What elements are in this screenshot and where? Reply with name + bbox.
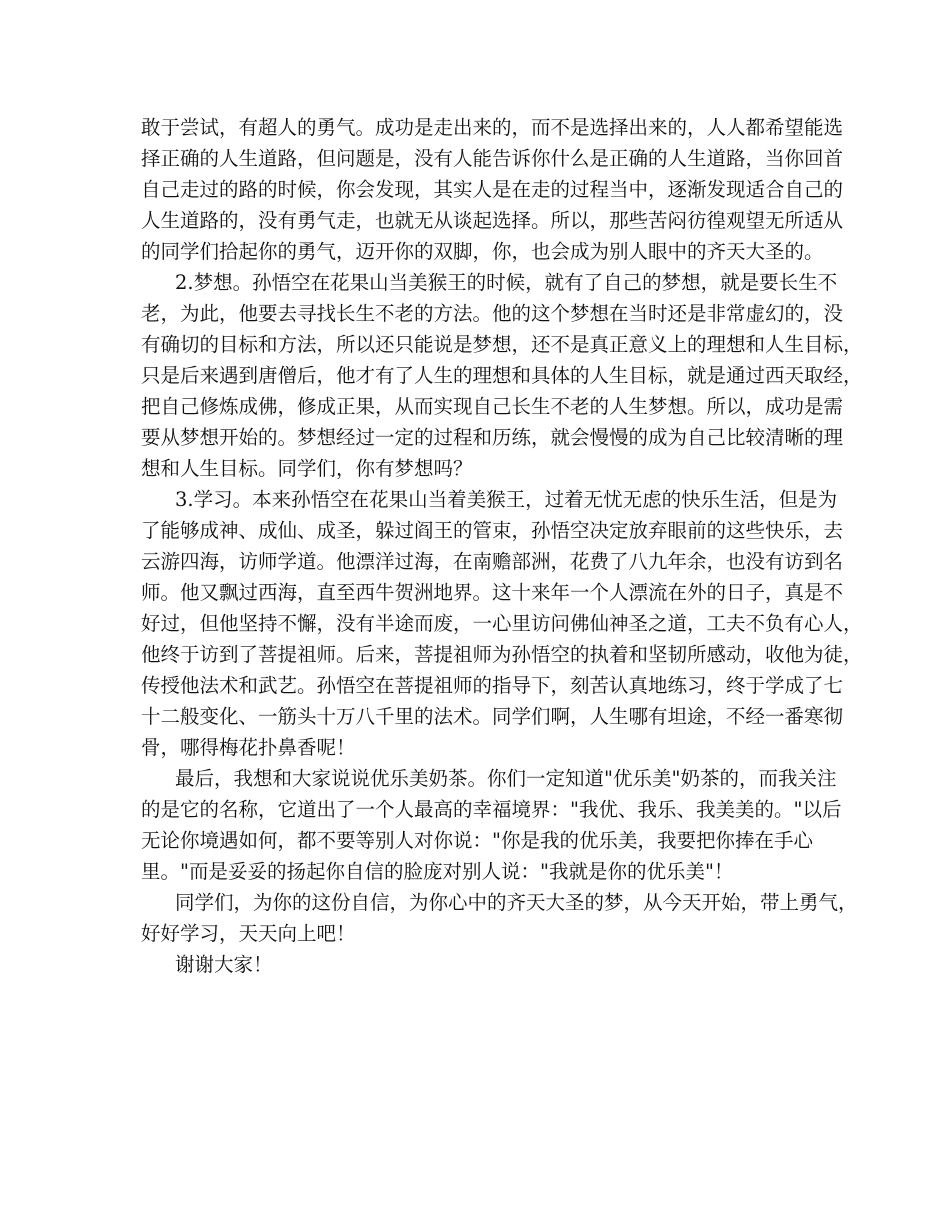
text-line: 了能够成神、成仙、成圣，躲过阎王的管束，孙悟空决定放弃眼前的这些快乐，去 [141,519,844,542]
text-line: 无论你境遇如何，都不要等别人对你说："你是我的优乐美，我要把你捧在手心 [141,829,813,852]
text-line: 好过，但他坚持不懈，没有半途而废，一心里访问佛仙神圣之道，工夫不负有心人， [141,612,863,635]
text-line: 他终于访到了菩提祖师。后来，菩提祖师为孙悟空的执着和坚韧所感动，收他为徒， [141,643,863,666]
text-line: 十二般变化、一筋头十万八千里的法术。同学们啊，人生哪有坦途，不经一番寒彻 [141,705,844,728]
text-line: 云游四海，访师学道。他漂洋过海，在南赡部洲，花费了八九年余，也没有访到名 [141,550,844,573]
text-line: 有确切的目标和方法，所以还只能说是梦想，还不是真正意义上的理想和人生目标， [141,333,863,356]
text-line: 传授他法术和武艺。孙悟空在菩提祖师的指导下，刻苦认真地练习，终于学成了七 [141,674,844,697]
text-line: 师。他又飘过西海，直至西牛贺洲地界。这十来年一个人漂流在外的日子，真是不 [141,581,844,604]
text-line: 好好学习，天天向上吧！ [141,922,356,945]
text-line: 想和人生目标。同学们，你有梦想吗？ [141,457,473,480]
text-line: 只是后来遇到唐僧后，他才有了人生的理想和具体的人生目标，就是通过西天取经， [141,364,863,387]
body-text [141,112,863,980]
text-line: 人生道路的，没有勇气走，也就无从谈起选择。所以，那些苦闷彷徨观望无所适从 [141,209,844,232]
text-line: 同学们，为你的这份自信，为你心中的齐天大圣的梦，从今天开始，带上勇气， [175,891,858,914]
text-line: 2.梦想。孙悟空在花果山当美猴王的时候，就有了自己的梦想，就是要长生不 [175,271,838,294]
text-line: 把自己修炼成佛，修成正果，从而实现自己长生不老的人生梦想。所以，成功是需 [141,395,844,418]
text-line: 要从梦想开始的。梦想经过一定的过程和历练，就会慢慢的成为自己比较清晰的理 [141,426,844,449]
text-line: 3.学习。本来孙悟空在花果山当着美猴王，过着无忧无虑的快乐生活，但是为 [175,488,838,511]
text-line: 的是它的名称，它道出了一个人最高的幸福境界："我优、我乐、我美美的。"以后 [141,798,842,821]
text-line: 老，为此，他要去寻找长生不老的方法。他的这个梦想在当时还是非常虚幻的，没 [141,302,844,325]
text-line: 谢谢大家！ [175,953,273,976]
text-line: 的同学们拾起你的勇气，迈开你的双脚，你，也会成为别人眼中的齐天大圣的。 [141,240,824,263]
text-line: 骨，哪得梅花扑鼻香呢！ [141,736,356,759]
text-line: 自己走过的路的时候，你会发现，其实人是在走的过程当中，逐渐发现适合自己的 [141,178,844,201]
text-line: 最后，我想和大家说说优乐美奶茶。你们一定知道"优乐美"奶茶的，而我关注 [175,767,837,790]
text-line: 择正确的人生道路，但问题是，没有人能告诉你什么是正确的人生道路，当你回首 [141,147,844,170]
text-line: 敢于尝试，有超人的勇气。成功是走出来的，而不是选择出来的，人人都希望能选 [141,116,844,139]
text-line: 里。"而是妥妥的扬起你自信的脸庞对别人说："我就是你的优乐美"！ [141,860,734,883]
